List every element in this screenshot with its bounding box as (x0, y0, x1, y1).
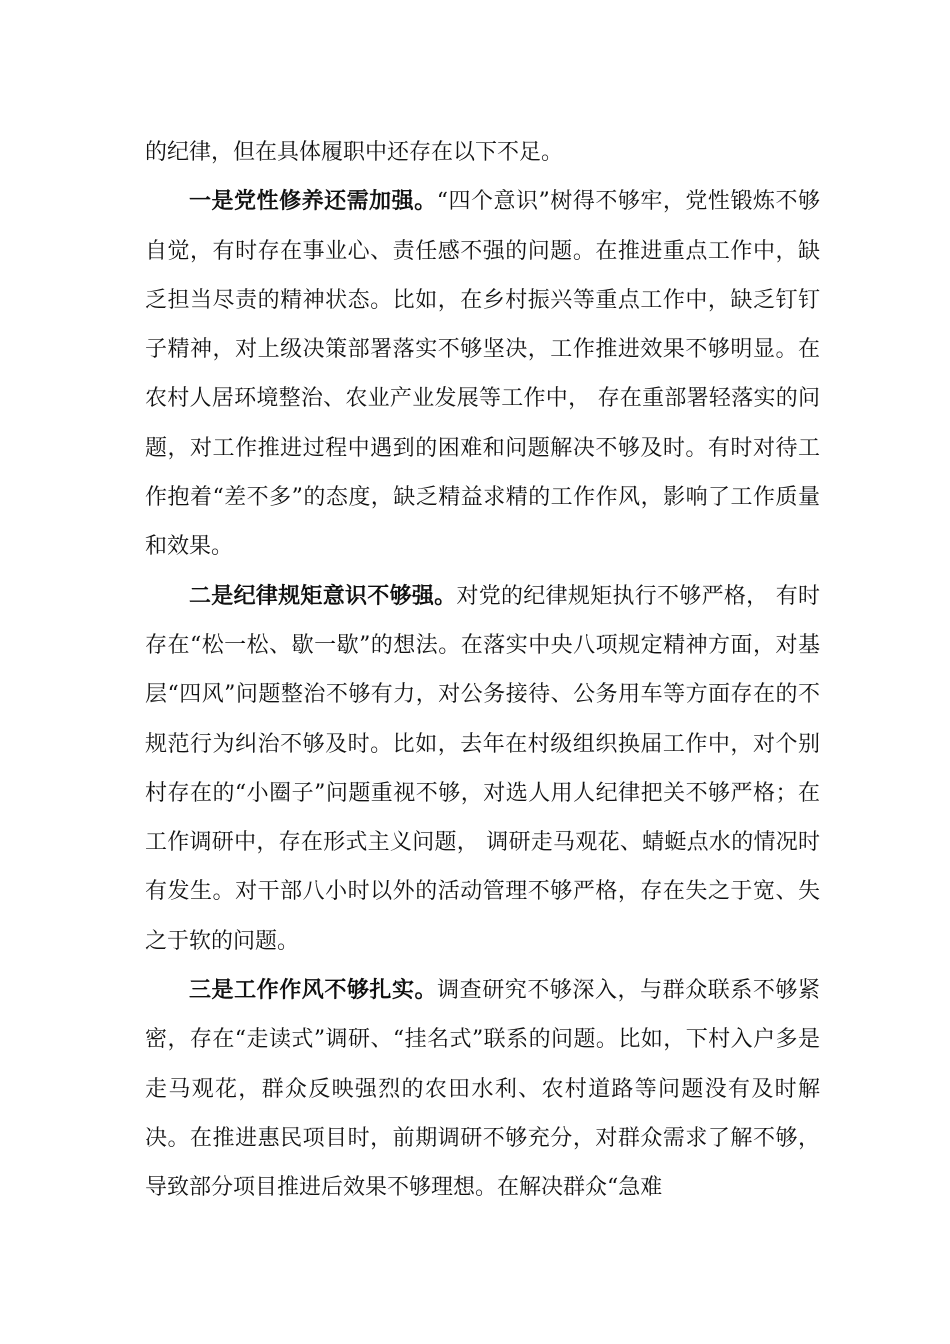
paragraph-body: 的纪律，但在具体履职中还存在以下不足。 (145, 140, 564, 165)
paragraph-lead: 三是工作作风不够扎实。 (189, 978, 438, 1004)
paragraph-body: “四个意识”树得不够牢，党性锻炼不够自觉，有时存在事业心、责任感不强的问题。在推进重点工作中，缺乏担当尽责的精神状态。比如，在乡村振兴等重点工作中，缺乏钉钉子精神，对上级决策部署落实不够坚决，工作推进效果不够明显。在农村人居环境整治、农业产业发展等工作中， 存在重部署轻落实的问题，对工作推进过程中遇到的困难和问题解决不够及时。有时对待工作抱着“差不多”的态度，缺乏精益求精的工作作风，影响了工作质量和效果。 (145, 189, 820, 560)
paragraph-body: 调查研究不够深入，与群众联系不够紧密，存在“走读式”调研、“挂名式”联系的问题。比如，下村入户多是走马观花，群众反映强烈的农田水利、农村道路等问题没有及时解决。在推进惠民项目时，前期调研不够充分，对群众需求了解不够，导致部分项目推进后效果不够理想。在解决群众“急难 (145, 978, 820, 1201)
paragraph-discipline (145, 572, 820, 966)
paragraph-continuation (145, 128, 820, 177)
paragraph-work-style (145, 966, 820, 1212)
paragraph-party-spirit (145, 177, 820, 571)
paragraph-body: 对党的纪律规矩执行不够严格， 有时存在“松一松、歇一歇”的想法。在落实中央八项规定精神方面，对基层“四风”问题整治不够有力，对公务接待、公务用车等方面存在的不规范行为纠治不够及时。比如，去年在村级组织换届工作中，对个别村存在的“小圈子”问题重视不够，对选人用人纪律把关不够严格；在工作调研中，存在形式主义问题， 调研走马观花、蜻蜓点水的情况时有发生。对干部八小时以外的活动管理不够严格，存在失之于宽、失之于软的问题。 (145, 583, 820, 954)
document-body (145, 128, 820, 1213)
paragraph-lead: 一是党性修养还需加强。 (189, 189, 437, 215)
paragraph-lead: 二是纪律规矩意识不够强。 (189, 583, 457, 609)
